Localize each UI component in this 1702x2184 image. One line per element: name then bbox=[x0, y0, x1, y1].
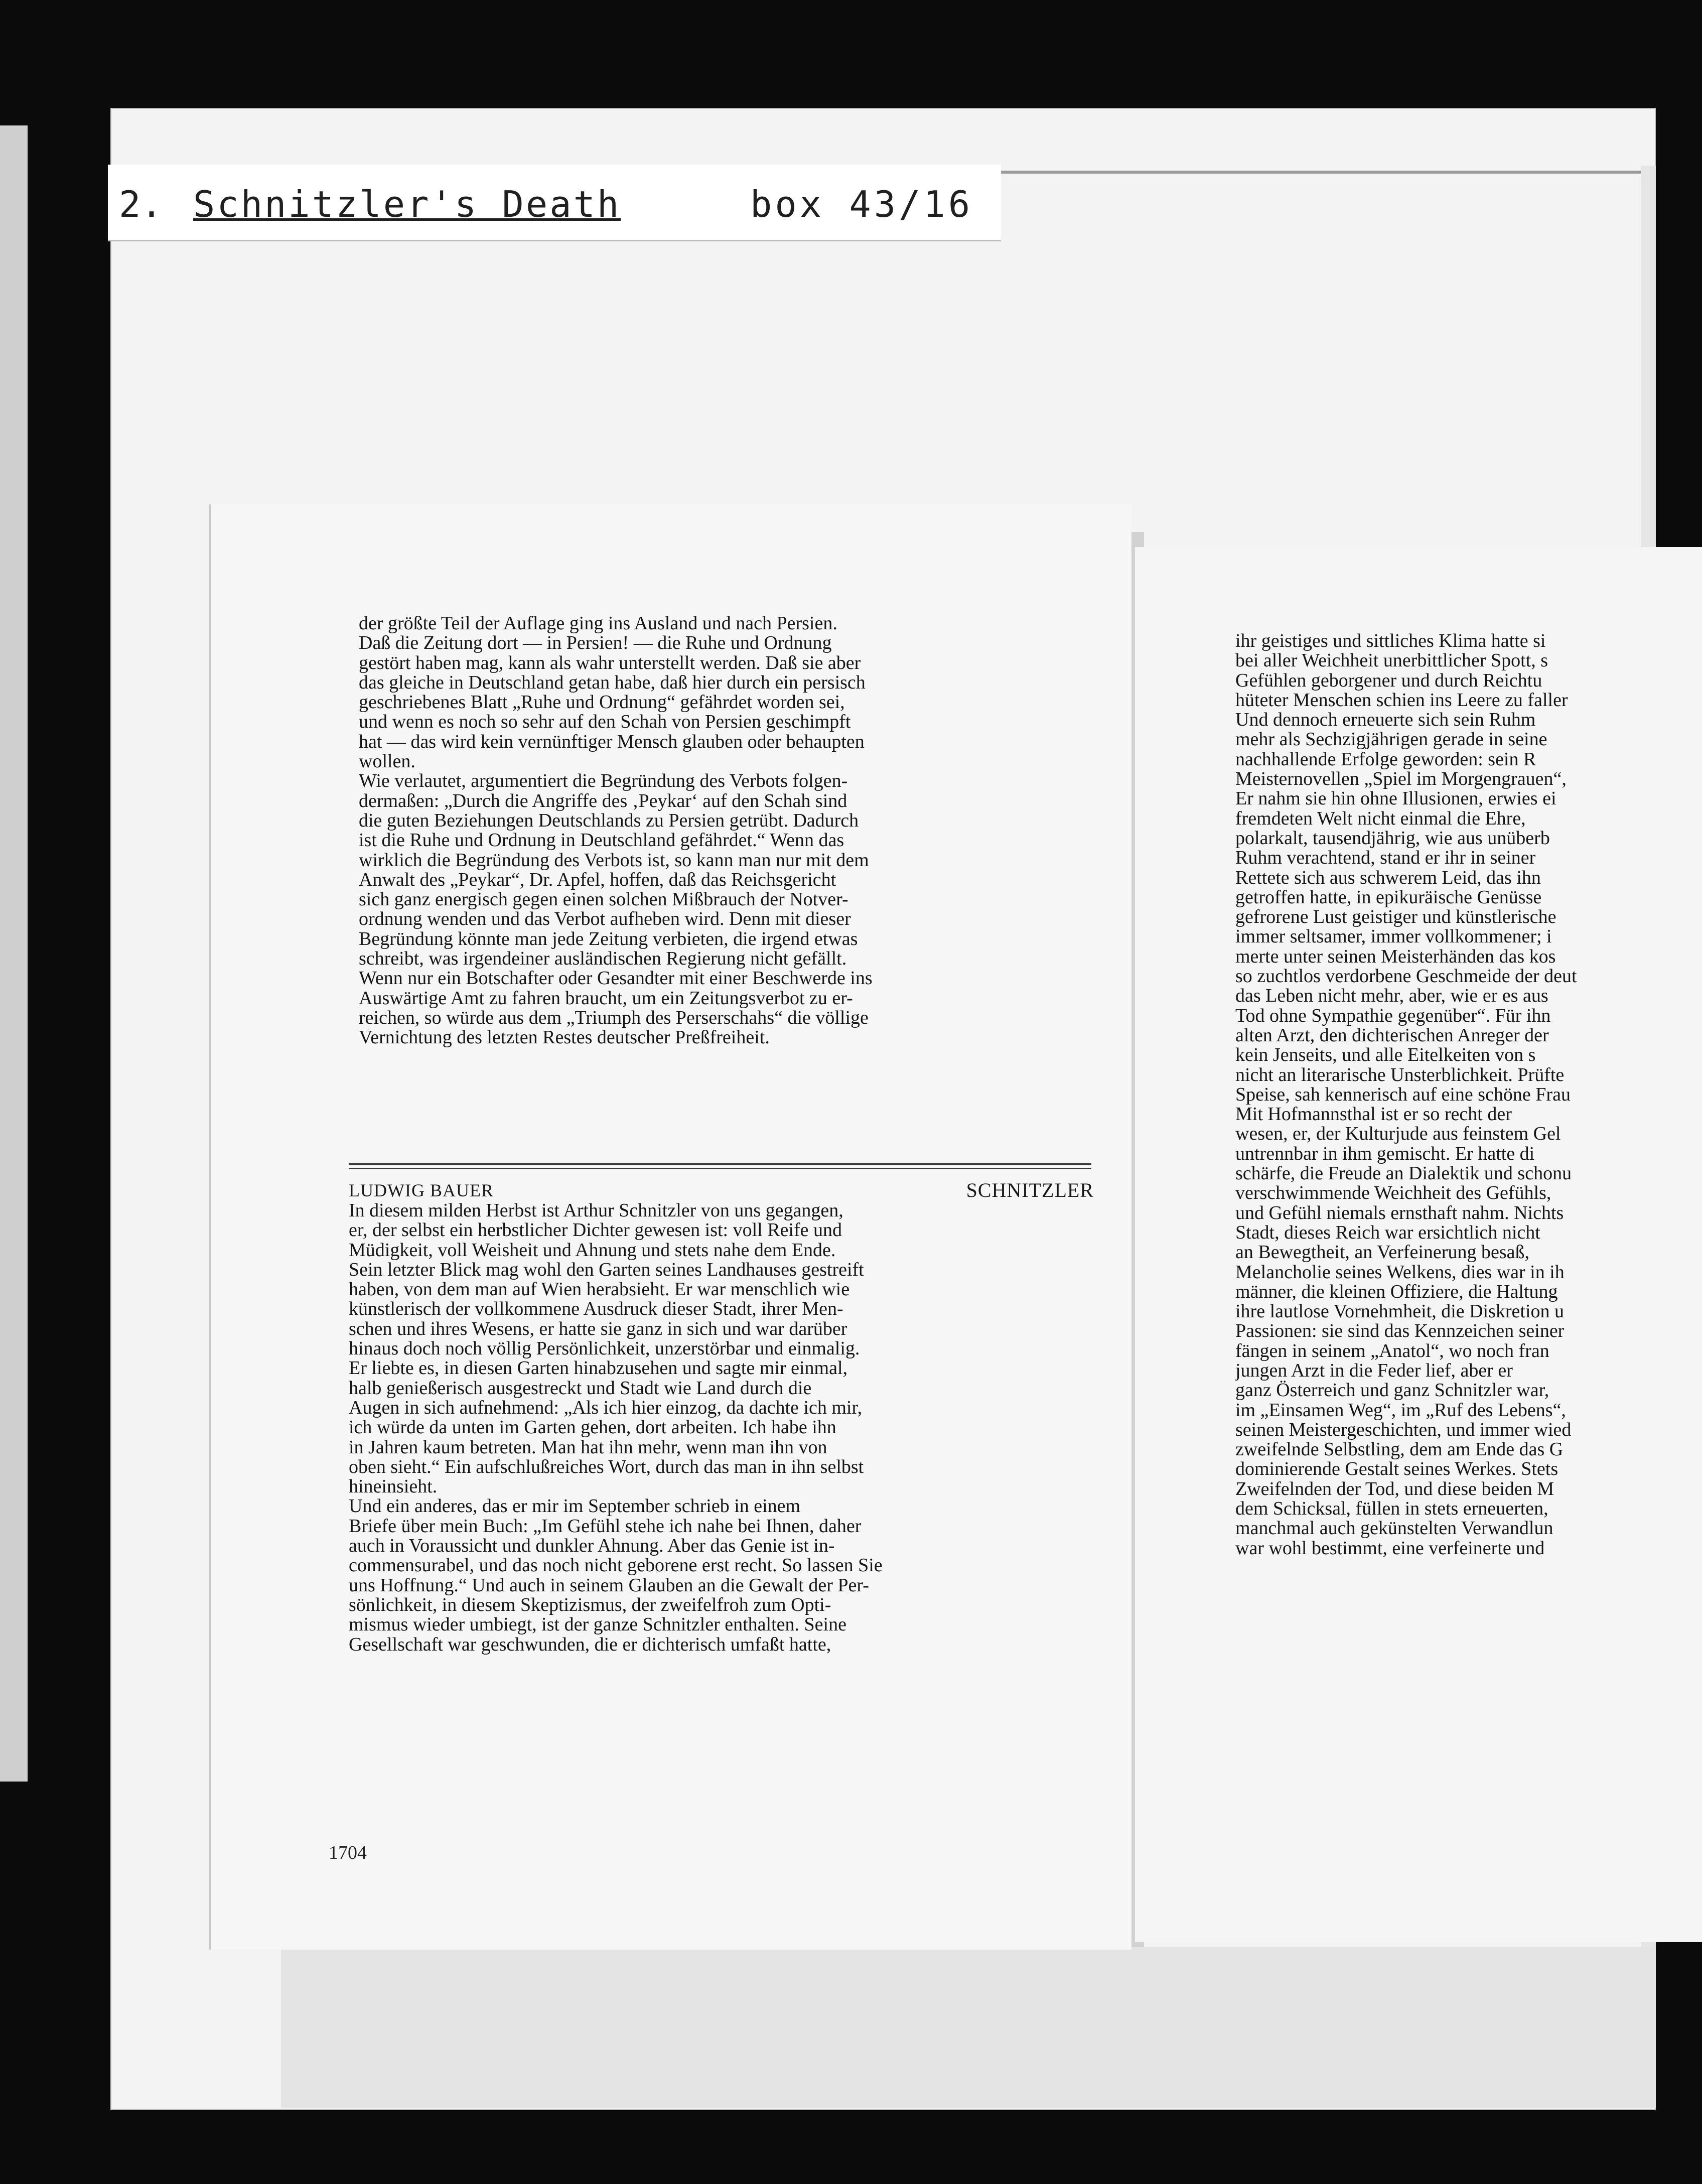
text-line: Stadt, dieses Reich war ersichtlich nicht bbox=[1235, 1222, 1540, 1243]
text-line: ist die Ruhe und Ordnung in Deutschland gefährdet.“ Wenn das bbox=[359, 831, 844, 851]
text-line: männer, die kleinen Offiziere, die Haltung bbox=[1235, 1282, 1558, 1302]
text-line: polarkalt, tausendjährig, wie aus unüberb bbox=[1235, 828, 1550, 849]
text-line: und Gefühl niemals ernsthaft nahm. Nichts bbox=[1235, 1203, 1564, 1223]
text-line: Begründung könnte man jede Zeitung verbieten, die irgend etwas bbox=[359, 929, 858, 949]
right-magazine-page bbox=[1135, 547, 1702, 1942]
label-number: 2. bbox=[119, 183, 163, 225]
text-line: geschriebenes Blatt „Ruhe und Ordnung“ gefährdet worden sei, bbox=[359, 693, 845, 713]
text-line: schen und ihres Wesens, er hatte sie ganz in sich und war darüber bbox=[349, 1319, 847, 1339]
text-line: Augen in sich aufnehmend: „Als ich hier einzog, da dachte ich mir, bbox=[349, 1398, 863, 1418]
text-line: mismus wieder umbiegt, ist der ganze Schnitzler enthalten. Seine bbox=[349, 1615, 846, 1635]
text-line: Wie verlautet, argumentiert die Begründung des Verbots folgen- bbox=[359, 771, 848, 791]
text-line: Und ein anderes, das er mir im September schrieb in einem bbox=[349, 1496, 801, 1517]
text-line: halb genießerisch ausgestreckt und Stadt wie Land durch die bbox=[349, 1378, 812, 1398]
label-title: Schnitzler's Death bbox=[193, 183, 621, 225]
text-line: sich ganz energisch gegen einen solchen Mißbrauch der Notver- bbox=[359, 890, 848, 910]
text-line: immer seltsamer, immer vollkommener; i bbox=[1235, 927, 1552, 947]
typed-label-strip bbox=[108, 165, 1001, 241]
text-line: dominierende Gestalt seines Werkes. Stets bbox=[1235, 1459, 1558, 1479]
text-line: bei aller Weichheit unerbittlicher Spott, s bbox=[1235, 651, 1548, 671]
text-line: manchmal auch gekünstelten Verwandlun bbox=[1235, 1519, 1553, 1539]
text-line: schärfe, die Freude an Dialektik und schonu bbox=[1235, 1164, 1572, 1184]
text-line: war wohl bestimmt, eine verfeinerte und bbox=[1235, 1538, 1545, 1558]
page-number: 1704 bbox=[329, 1842, 367, 1863]
text-line: untrennbar in ihm gemischt. Er hatte di bbox=[1235, 1144, 1535, 1164]
text-line: seinen Meistergeschichten, und immer wied bbox=[1235, 1420, 1572, 1440]
text-line: gestört haben mag, kann als wahr unterstellt werden. Daß sie aber bbox=[359, 653, 861, 673]
article-author: LUDWIG BAUER bbox=[349, 1180, 494, 1200]
text-line: schreibt, was irgendeiner ausländischen Regierung nicht gefällt. bbox=[359, 949, 847, 969]
text-line: ganz Österreich und ganz Schnitzler war, bbox=[1235, 1381, 1549, 1401]
text-line: wollen. bbox=[359, 752, 415, 772]
text-line: Tod ohne Sympathie gegenüber“. Für ihn bbox=[1235, 1006, 1551, 1026]
text-line: zweifelnde Selbstling, dem am Ende das G bbox=[1235, 1440, 1564, 1460]
text-line: Gefühlen geborgener und durch Reichtu bbox=[1235, 670, 1542, 691]
label-box-number: box 43/16 bbox=[750, 183, 973, 225]
text-line: Sein letzter Blick mag wohl den Garten seines Landhauses gestreift bbox=[349, 1260, 864, 1280]
text-line: Daß die Zeitung dort — in Persien! — die Ruhe und Ordnung bbox=[359, 633, 832, 653]
text-line: Mit Hofmannsthal ist er so recht der bbox=[1235, 1105, 1512, 1125]
text-line: commensurabel, und das noch nicht geborene erst recht. So lassen Sie bbox=[349, 1556, 883, 1576]
text-line: Meisternovellen „Spiel im Morgengrauen“, bbox=[1235, 769, 1567, 789]
text-line: mehr als Sechzigjährigen gerade in seine bbox=[1235, 730, 1547, 750]
text-line: Speise, sah kennerisch auf eine schöne Frau bbox=[1235, 1084, 1571, 1105]
article-text-top bbox=[359, 614, 1091, 1048]
article-heading: SCHNITZLER bbox=[966, 1179, 1094, 1201]
text-line: Rettete sich aus schwerem Leid, das ihn bbox=[1235, 868, 1541, 888]
text-line: auch in Voraussicht und dunkler Ahnung. Aber das Genie ist in- bbox=[349, 1536, 835, 1556]
text-line: Wenn nur ein Botschafter oder Gesandter mit einer Beschwerde ins bbox=[359, 969, 873, 989]
text-line: hinaus doch noch völlig Persönlichkeit, unzerstörbar und einmalig. bbox=[349, 1339, 860, 1359]
text-line: Er liebte es, in diesen Garten hinabzusehen und sagte mir einmal, bbox=[349, 1358, 848, 1379]
text-line: die guten Beziehungen Deutschlands zu Persien getrübt. Dadurch bbox=[359, 810, 859, 831]
text-line: ich würde da unten im Garten gehen, dort arbeiten. Ich habe ihn bbox=[349, 1418, 836, 1438]
text-line: in Jahren kaum betreten. Man hat ihn mehr, wenn man ihn von bbox=[349, 1437, 827, 1457]
text-line: alten Arzt, den dichterischen Anreger der bbox=[1235, 1025, 1549, 1046]
text-line: wirklich die Begründung des Verbots ist, so kann man nur mit dem bbox=[359, 850, 869, 870]
text-line: ihre lautlose Vornehmheit, die Diskretion u bbox=[1235, 1302, 1565, 1322]
text-line: hüteter Menschen schien ins Leere zu faller bbox=[1235, 690, 1568, 711]
text-line: Und dennoch erneuerte sich sein Ruhm bbox=[1235, 710, 1536, 730]
text-line: hineinsieht. bbox=[349, 1477, 438, 1497]
text-line: Ruhm verachtend, stand er ihr in seiner bbox=[1235, 848, 1536, 868]
text-line: der größte Teil der Auflage ging ins Ausland und nach Persien. bbox=[359, 614, 837, 634]
text-line: ihr geistiges und sittliches Klima hatte si bbox=[1235, 631, 1546, 651]
text-line: verschwimmende Weichheit des Gefühls, bbox=[1235, 1183, 1551, 1203]
text-line: fängen in seinem „Anatol“, wo noch fran bbox=[1235, 1341, 1549, 1361]
text-line: reichen, so würde aus dem „Triumph des Perserschahs“ die völlige bbox=[359, 1008, 869, 1028]
text-line: im „Einsamen Weg“, im „Ruf des Lebens“, bbox=[1235, 1400, 1566, 1420]
text-line: ordnung wenden und das Verbot aufheben wird. Denn mit dieser bbox=[359, 909, 851, 929]
text-line: Auswärtige Amt zu fahren braucht, um ein Zeitungsverbot zu er- bbox=[359, 988, 853, 1008]
text-line: merte unter seinen Meisterhänden das kos bbox=[1235, 946, 1556, 967]
text-line: Müdigkeit, voll Weisheit und Ahnung und stets nahe dem Ende. bbox=[349, 1240, 836, 1260]
text-line: fremdeten Welt nicht einmal die Ehre, bbox=[1235, 808, 1526, 829]
text-line: Zweifelnden der Tod, und diese beiden M bbox=[1235, 1479, 1554, 1499]
text-line: getroffen hatte, in epikuräische Genüsse bbox=[1235, 887, 1542, 908]
article-text-bottom bbox=[349, 1201, 1091, 1655]
text-line: Gesellschaft war geschwunden, die er dichterisch umfaßt hatte, bbox=[349, 1634, 831, 1655]
text-line: Anwalt des „Peykar“, Dr. Apfel, hoffen, daß das Reichsgericht bbox=[359, 870, 836, 890]
text-line: gefrorene Lust geistiger und künstlerische bbox=[1235, 907, 1556, 927]
section-rule bbox=[349, 1163, 1091, 1165]
article-text-right bbox=[1235, 631, 1702, 1558]
left-magazine-page bbox=[211, 504, 1131, 1950]
text-line: Passionen: sie sind das Kennzeichen seiner bbox=[1235, 1321, 1565, 1341]
text-line: Er nahm sie hin ohne Illusionen, erwies ei bbox=[1235, 789, 1556, 809]
text-line: nicht an literarische Unsterblichkeit. Prüfte bbox=[1235, 1065, 1565, 1085]
text-line: dermaßen: „Durch die Angriffe des ‚Peykar‘ auf den Schah sind bbox=[359, 791, 847, 811]
section-rule-thin bbox=[349, 1168, 1091, 1169]
text-line: uns Hoffnung.“ Und auch in seinem Glauben an die Gewalt der Per- bbox=[349, 1575, 869, 1595]
text-line: das gleiche in Deutschland getan habe, daß hier durch ein persisch bbox=[359, 672, 866, 693]
text-line: oben sieht.“ Ein aufschlußreiches Wort, durch das man in ihn selbst bbox=[349, 1457, 864, 1477]
text-line: das Leben nicht mehr, aber, wie er es aus bbox=[1235, 986, 1548, 1006]
text-line: kein Jenseits, und alle Eitelkeiten von s bbox=[1235, 1045, 1536, 1065]
text-line: an Bewegtheit, an Verfeinerung besaß, bbox=[1235, 1243, 1529, 1263]
text-line: nachhallende Erfolge geworden: sein R bbox=[1235, 749, 1536, 770]
text-line: Vernichtung des letzten Restes deutscher Preßfreiheit. bbox=[359, 1028, 770, 1048]
text-line: künstlerisch der vollkommene Ausdruck dieser Stadt, ihrer Men- bbox=[349, 1299, 843, 1319]
card-lower-area bbox=[281, 1947, 1656, 2108]
text-line: hat — das wird kein vernünftiger Mensch glauben oder behaupten bbox=[359, 732, 865, 752]
text-line: Melancholie seines Welkens, dies war in ih bbox=[1235, 1262, 1565, 1282]
text-line: so zuchtlos verdorbene Geschmeide der deut bbox=[1235, 967, 1577, 987]
adjacent-card-edge bbox=[0, 125, 28, 1782]
text-line: jungen Arzt in die Feder lief, aber er bbox=[1235, 1360, 1513, 1381]
text-line: haben, von dem man auf Wien herabsieht. Er war menschlich wie bbox=[349, 1280, 850, 1300]
text-line: sönlichkeit, in diesem Skeptizismus, der zweifelfroh zum Opti- bbox=[349, 1595, 831, 1615]
text-line: Briefe über mein Buch: „Im Gefühl stehe ich nahe bei Ihnen, daher bbox=[349, 1516, 862, 1537]
text-line: und wenn es noch so sehr auf den Schah von Persien geschimpft bbox=[359, 712, 851, 732]
text-line: dem Schicksal, füllen in stets erneuerten, bbox=[1235, 1499, 1548, 1519]
text-line: wesen, er, der Kulturjude aus feinstem Gel bbox=[1235, 1124, 1561, 1144]
text-line: In diesem milden Herbst ist Arthur Schnitzler von uns gegangen, bbox=[349, 1201, 843, 1221]
text-line: er, der selbst ein herbstlicher Dichter gewesen ist: voll Reife und bbox=[349, 1220, 842, 1241]
